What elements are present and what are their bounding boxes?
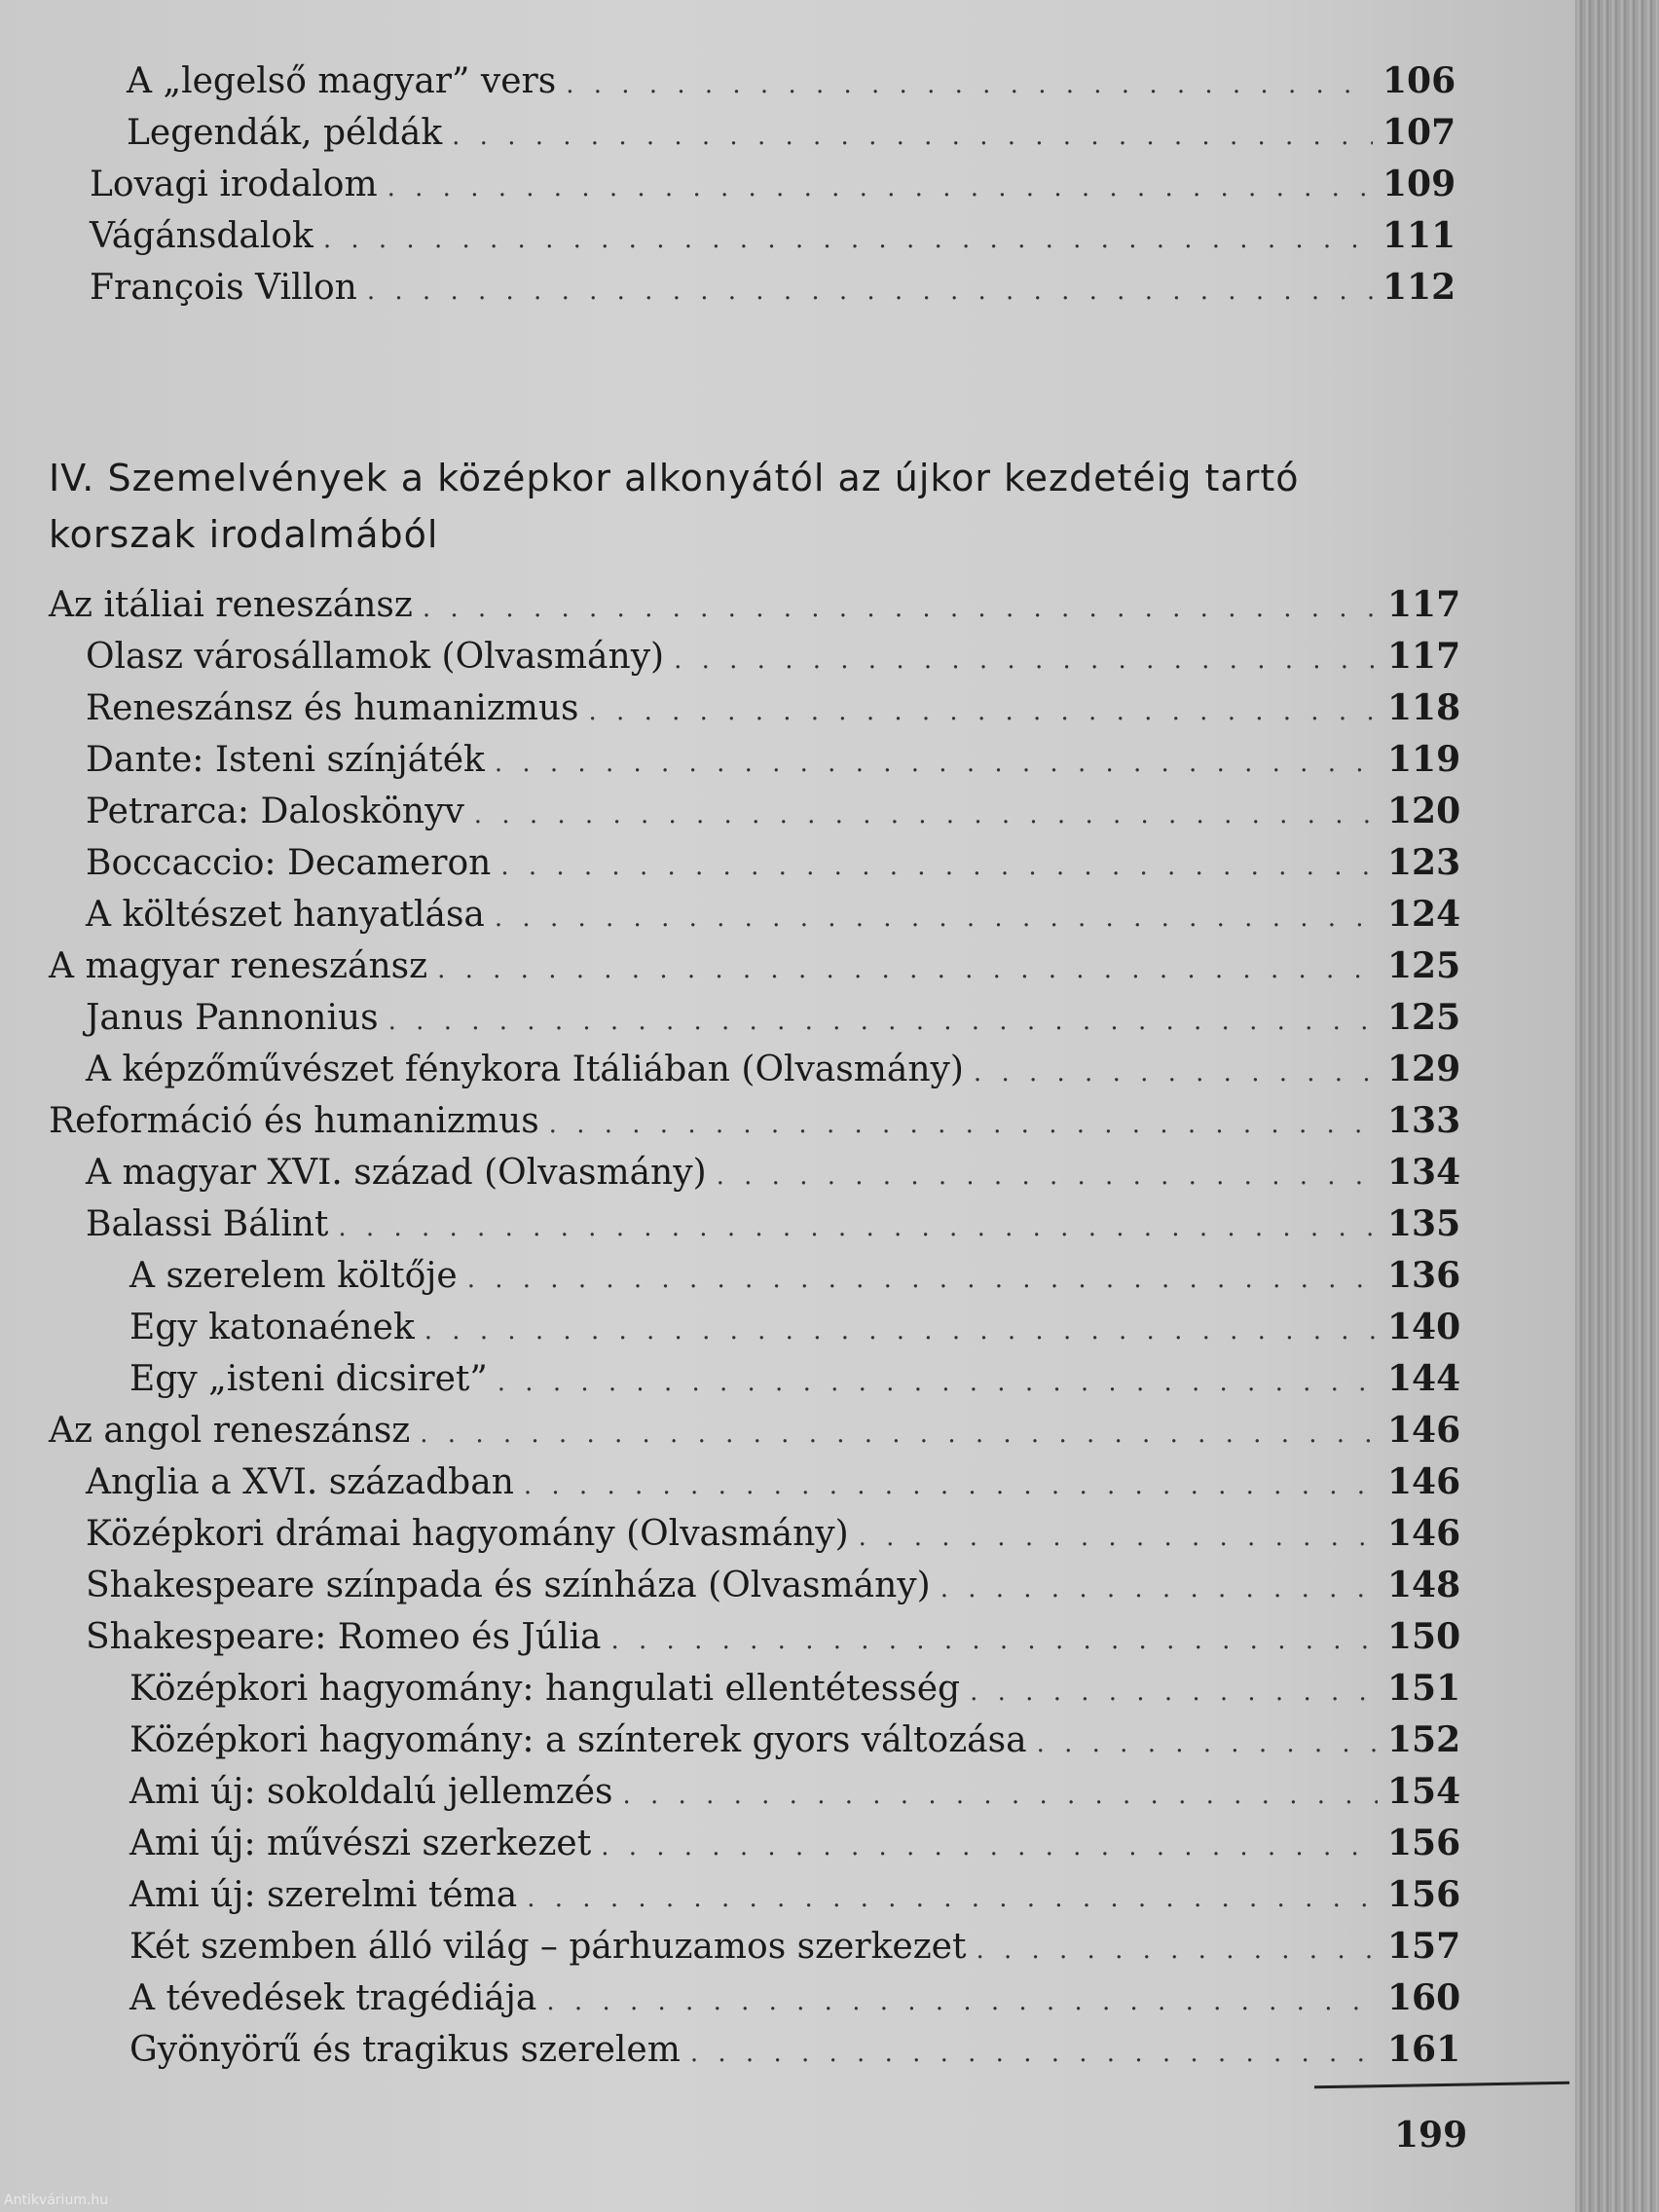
toc-entry: [129, 1719, 1461, 1770]
toc-entry-page: 117: [1387, 584, 1461, 625]
leader-dots: [717, 1161, 1378, 1191]
toc-entry: [129, 1977, 1461, 2028]
toc-entry: [127, 60, 1456, 111]
leader-dots: [601, 1832, 1378, 1862]
toc-entry-page: 135: [1387, 1203, 1461, 1244]
page-number: 199: [1394, 2115, 1468, 2156]
toc-entry: [129, 1874, 1461, 1925]
section-heading-line2: korszak irodalmából: [49, 513, 439, 556]
toc-entry-title: Egy katonaének: [129, 1308, 415, 1347]
toc-entry-title: Janus Pannonius: [86, 998, 379, 1038]
toc-entry-page: 146: [1387, 1513, 1461, 1554]
toc-entry-page: 154: [1387, 1771, 1461, 1812]
toc-entry-title: Gyönyörű és tragikus szerelem: [129, 2030, 681, 2070]
toc-entry: [49, 1410, 1461, 1460]
toc-entry-page: 150: [1387, 1616, 1461, 1657]
leader-dots: [495, 749, 1378, 778]
leader-dots: [474, 800, 1378, 830]
toc-entry: [86, 739, 1461, 790]
toc-entry: [86, 1152, 1461, 1202]
toc-entry-title: Anglia a XVI. században: [86, 1462, 514, 1502]
toc-entry-title: Boccaccio: Decameron: [86, 843, 492, 883]
toc-entry-page: 140: [1387, 1307, 1461, 1347]
toc-entry-page: 129: [1387, 1049, 1461, 1089]
toc-entry-page: 157: [1387, 1926, 1461, 1967]
toc-entry-title: A költészet hanyatlása: [86, 895, 485, 935]
toc-entry: [129, 1255, 1461, 1306]
leader-dots: [674, 645, 1378, 675]
leader-dots: [423, 594, 1378, 623]
toc-entry-page: 125: [1387, 945, 1461, 986]
toc-entry-page: 134: [1387, 1152, 1461, 1193]
toc-entry: [49, 584, 1461, 635]
leader-dots: [1037, 1729, 1378, 1758]
toc-entry: [129, 1823, 1461, 1873]
toc-entry-title: Petrarca: Daloskönyv: [86, 792, 464, 831]
toc-entry-title: Olasz városállamok (Olvasmány): [86, 637, 665, 677]
toc-entry-title: Reneszánsz és humanizmus: [86, 688, 579, 728]
toc-entry-title: Ami új: művészi szerkezet: [129, 1824, 592, 1863]
toc-entry-title: A képzőművészet fénykora Itáliában (Olvasmány): [86, 1050, 964, 1089]
leader-dots: [367, 276, 1373, 306]
leader-dots: [424, 1316, 1378, 1346]
toc-entry: [86, 1513, 1461, 1564]
toc-entry: [86, 687, 1461, 738]
toc-entry: [90, 215, 1456, 266]
toc-entry-page: 124: [1387, 894, 1461, 935]
toc-entry-title: A „legelső magyar” vers: [127, 61, 557, 101]
leader-dots: [623, 1781, 1379, 1810]
leader-dots: [690, 2039, 1378, 2068]
toc-entry-page: 152: [1387, 1719, 1461, 1760]
toc-entry: [86, 1461, 1461, 1512]
toc-entry-page: 111: [1382, 215, 1456, 256]
toc-entry-page: 117: [1387, 636, 1461, 677]
leader-dots: [549, 1110, 1378, 1139]
leader-dots: [976, 1936, 1378, 1965]
toc-entry-page: 136: [1387, 1255, 1461, 1296]
toc-entry: [127, 112, 1456, 163]
leader-dots: [338, 1213, 1378, 1242]
toc-entry-title: Legendák, példák: [127, 113, 443, 153]
toc-entry-page: 123: [1387, 842, 1461, 883]
toc-entry: [86, 1049, 1461, 1099]
leader-dots: [387, 173, 1373, 203]
leader-dots: [566, 70, 1373, 99]
leader-dots: [524, 1471, 1378, 1500]
toc-entry-page: 156: [1387, 1874, 1461, 1915]
toc-entry-title: Shakespeare: Romeo és Júlia: [86, 1617, 602, 1657]
toc-entry: [86, 842, 1461, 893]
toc-entry: [129, 2029, 1461, 2080]
toc-entry-page: 144: [1387, 1358, 1461, 1399]
toc-entry-title: Középkori hagyomány: hangulati ellentétesség: [129, 1669, 961, 1709]
toc-entry-title: Középkori hagyomány: a színterek gyors változása: [129, 1720, 1027, 1760]
toc-entry-title: Vágánsdalok: [90, 216, 313, 256]
leader-dots: [859, 1523, 1378, 1552]
leader-dots: [452, 122, 1373, 151]
leader-dots: [974, 1058, 1378, 1088]
toc-entry-page: 133: [1387, 1100, 1461, 1141]
toc-entry-title: Két szemben álló világ – párhuzamos szerkezet: [129, 1927, 967, 1967]
toc-entry: [90, 267, 1456, 317]
leader-dots: [495, 903, 1378, 933]
toc-entry-title: François Villon: [90, 268, 357, 308]
toc-entry: [129, 1307, 1461, 1357]
page-edge: [1575, 0, 1659, 2212]
toc-entry-title: Lovagi irodalom: [90, 165, 378, 204]
toc-entry: [86, 636, 1461, 686]
toc-entry: [86, 1616, 1461, 1667]
leader-dots: [589, 697, 1378, 726]
toc-entry-title: A magyar reneszánsz: [49, 946, 428, 986]
section-heading: [49, 450, 1412, 563]
leader-dots: [610, 1626, 1378, 1655]
toc-entry-title: Az itáliai reneszánsz: [49, 585, 413, 625]
toc-entry-page: 161: [1387, 2029, 1461, 2070]
toc-entry: [129, 1771, 1461, 1822]
toc-entry-page: 109: [1382, 164, 1456, 204]
toc-entry: [49, 945, 1461, 996]
toc-entry-page: 118: [1387, 687, 1461, 728]
toc-entry: [129, 1926, 1461, 1976]
toc-entry-title: Egy „isteni dicsiret”: [129, 1359, 488, 1399]
toc-entry: [86, 1203, 1461, 1254]
toc-entry-page: 146: [1387, 1410, 1461, 1451]
toc-entry-title: Balassi Bálint: [86, 1204, 329, 1244]
toc-entry: [86, 791, 1461, 841]
toc-entry-title: Az angol reneszánsz: [49, 1411, 411, 1451]
leader-dots: [940, 1574, 1378, 1604]
leader-dots: [546, 1987, 1378, 2016]
toc-entry-page: 156: [1387, 1823, 1461, 1863]
leader-dots: [970, 1677, 1378, 1707]
toc-entry-title: A magyar XVI. század (Olvasmány): [86, 1153, 707, 1193]
leader-dots: [420, 1419, 1378, 1449]
toc-entry-page: 148: [1387, 1565, 1461, 1605]
toc-entry: [86, 1565, 1461, 1615]
leader-dots: [498, 1368, 1378, 1397]
toc-entry-title: Reformáció és humanizmus: [49, 1101, 539, 1141]
toc-entry-page: 151: [1387, 1668, 1461, 1709]
toc-entry: [90, 164, 1456, 214]
toc-entry-title: Dante: Isteni színjáték: [86, 740, 485, 780]
leader-dots: [388, 1007, 1378, 1036]
toc-entry-title: Ami új: szerelmi téma: [129, 1875, 518, 1915]
toc-entry-page: 146: [1387, 1461, 1461, 1502]
toc-entry-page: 160: [1387, 1977, 1461, 2018]
toc-entry-page: 125: [1387, 997, 1461, 1038]
toc-entry-title: A tévedések tragédiája: [129, 1978, 537, 2018]
toc-entry-page: 106: [1382, 60, 1456, 101]
leader-dots: [500, 852, 1378, 881]
leader-dots: [527, 1884, 1378, 1913]
toc-entry: [129, 1358, 1461, 1409]
leader-dots: [467, 1265, 1378, 1294]
toc-entry-title: Középkori drámai hagyomány (Olvasmány): [86, 1514, 849, 1554]
watermark: Antikvárium.hu: [4, 2193, 109, 2208]
leader-dots: [323, 225, 1373, 254]
toc-entry-page: 112: [1382, 267, 1456, 308]
section-heading-line1: IV. Szemelvények a középkor alkonyától az újkor kezdetéig tartó: [49, 457, 1300, 499]
toc-entry-page: 119: [1387, 739, 1461, 780]
toc-entry: [129, 1668, 1461, 1718]
leader-dots: [437, 955, 1378, 984]
toc-entry-page: 120: [1387, 791, 1461, 831]
toc-entry: [86, 997, 1461, 1048]
toc-entry: [86, 894, 1461, 944]
toc-entry-title: Ami új: sokoldalú jellemzés: [129, 1772, 613, 1812]
toc-entry: [49, 1100, 1461, 1151]
divider-rule: [1314, 2082, 1569, 2089]
toc-entry-title: Shakespeare színpada és színháza (Olvasmány): [86, 1566, 931, 1605]
toc-entry-page: 107: [1382, 112, 1456, 153]
toc-entry-title: A szerelem költője: [129, 1256, 458, 1296]
